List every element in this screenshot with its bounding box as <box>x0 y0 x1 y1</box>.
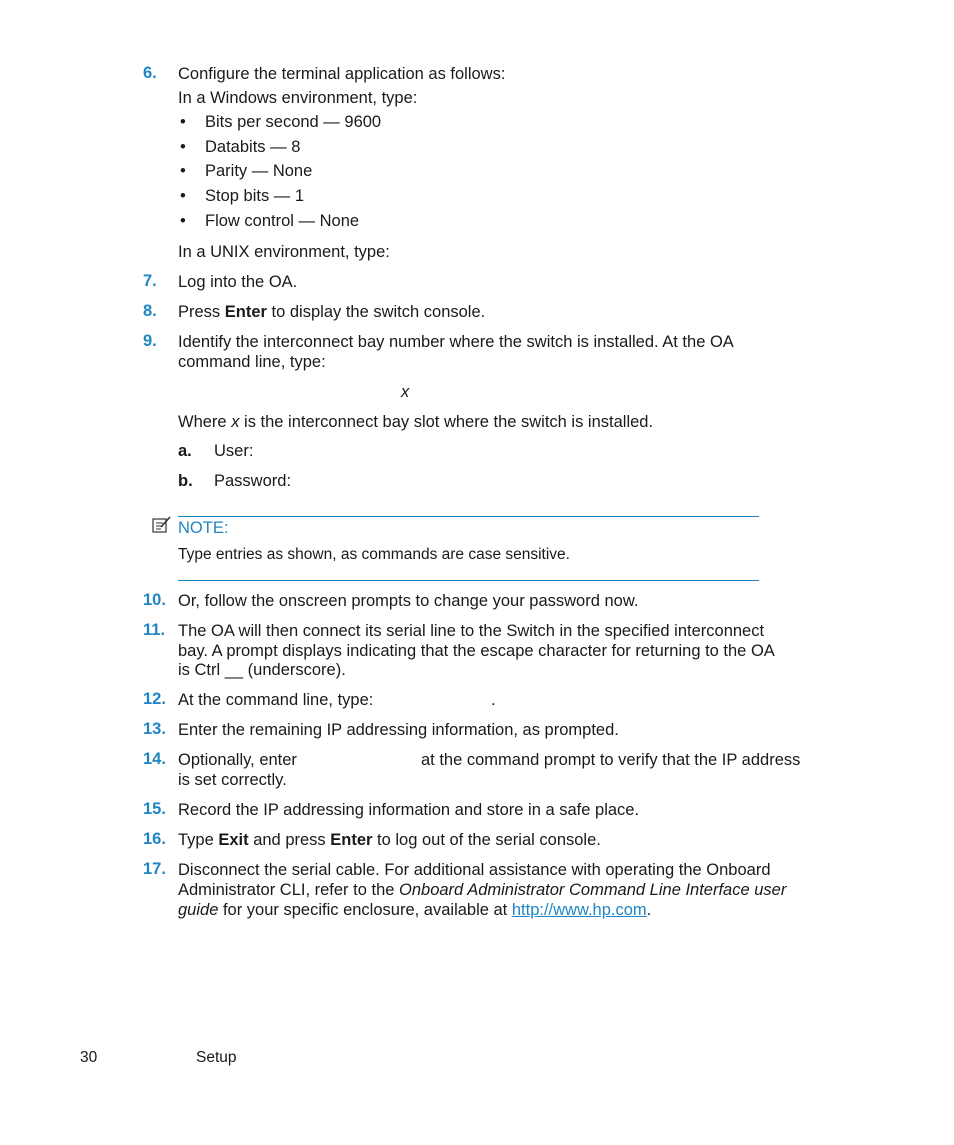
step-text <box>178 900 651 920</box>
variable: x <box>231 413 240 431</box>
page-number: 30 <box>80 1049 98 1066</box>
text-run: . <box>646 901 652 919</box>
text-run: Type <box>178 831 219 849</box>
step-number: 16. <box>143 830 166 848</box>
step-number: 9. <box>143 332 157 350</box>
bullet: • <box>180 162 186 180</box>
note-top-rule <box>178 516 759 517</box>
key-name: Enter <box>224 303 267 321</box>
bullet-item: Stop bits — 1 <box>205 187 305 205</box>
footer-section: Setup <box>196 1049 237 1066</box>
step-text: Configure the terminal application as follows: <box>178 65 506 83</box>
step-text: command line, type: <box>178 353 326 371</box>
text-run: Press <box>178 303 225 321</box>
text-run: to log out of the serial console. <box>372 831 601 849</box>
step-text: is Ctrl __ (underscore). <box>178 661 346 679</box>
step-text <box>178 302 485 322</box>
document-title: Onboard Administrator Command Line Interface user <box>399 881 787 899</box>
step-text-tail: . <box>491 691 496 709</box>
step-text: At the command line, type: <box>178 691 374 709</box>
text-run: to display the switch console. <box>266 303 486 321</box>
step-text: The OA will then connect its serial line to the Switch in the specified interconnect <box>178 622 765 640</box>
step-number: 6. <box>143 64 157 82</box>
substep-letter: b. <box>178 472 193 490</box>
step-text: In a UNIX environment, type: <box>178 243 390 261</box>
note-body: Type entries as shown, as commands are case sensitive. <box>178 546 570 563</box>
bullet-item: Bits per second — 9600 <box>205 113 382 131</box>
step-text: at the command prompt to verify that the IP address <box>421 751 801 769</box>
document-title: guide <box>178 901 219 919</box>
substep-text: User: <box>214 442 254 460</box>
step-number: 11. <box>143 621 166 639</box>
text-run: and press <box>248 831 331 849</box>
substep-text: Password: <box>214 472 292 490</box>
text-run: is the interconnect bay slot where the switch is installed. <box>239 413 654 431</box>
note-icon <box>152 516 172 539</box>
bullet: • <box>180 138 186 156</box>
text-run: Administrator CLI, refer to the <box>178 881 400 899</box>
step-text <box>178 830 601 850</box>
hp-website-link[interactable]: http://www.hp.com <box>511 901 647 919</box>
key-name: Enter <box>330 831 373 849</box>
step-text <box>178 880 786 900</box>
note-title: NOTE: <box>178 519 229 537</box>
step-text: In a Windows environment, type: <box>178 89 418 107</box>
step-text: Or, follow the onscreen prompts to change your password now. <box>178 592 639 610</box>
step-number: 17. <box>143 860 166 878</box>
step-text: Record the IP addressing information and store in a safe place. <box>178 801 640 819</box>
command-variable: x <box>401 383 410 401</box>
step-text: Disconnect the serial cable. For additional assistance with operating the Onboard <box>178 861 771 879</box>
step-text <box>178 412 653 432</box>
step-number: 13. <box>143 720 166 738</box>
note-bottom-rule <box>178 580 759 581</box>
step-text: Enter the remaining IP addressing information, as prompted. <box>178 721 619 739</box>
step-text: is set correctly. <box>178 771 287 789</box>
text-run: Where <box>178 413 232 431</box>
command-name: Exit <box>218 831 249 849</box>
step-number: 12. <box>143 690 166 708</box>
bullet: • <box>180 113 186 131</box>
substep-letter: a. <box>178 442 192 460</box>
step-text: bay. A prompt displays indicating that the escape character for returning to the OA <box>178 642 775 660</box>
step-text: Optionally, enter <box>178 751 297 769</box>
bullet-item: Databits — 8 <box>205 138 301 156</box>
step-number: 10. <box>143 591 166 609</box>
bullet-item: Flow control — None <box>205 212 360 230</box>
bullet-item: Parity — None <box>205 162 313 180</box>
step-number: 14. <box>143 750 166 768</box>
text-run: for your specific enclosure, available at <box>218 901 512 919</box>
step-number: 8. <box>143 302 157 320</box>
step-text: Log into the OA. <box>178 273 298 291</box>
step-number: 15. <box>143 800 166 818</box>
step-number: 7. <box>143 272 157 290</box>
step-text: Identify the interconnect bay number where the switch is installed. At the OA <box>178 333 734 351</box>
bullet: • <box>180 212 186 230</box>
bullet: • <box>180 187 186 205</box>
